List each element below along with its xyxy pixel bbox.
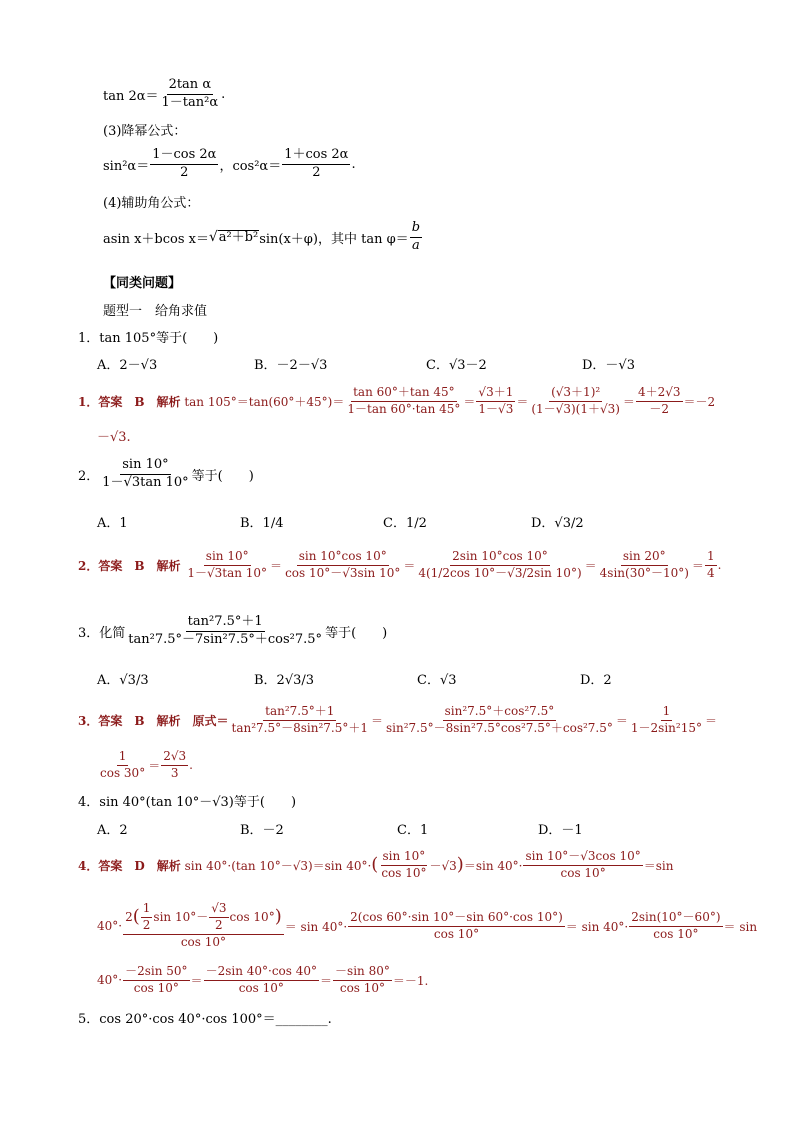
q4-option-b: B．－2 bbox=[240, 823, 284, 838]
question-5: 5． cos 20°·cos 40°·cos 100°＝________. bbox=[78, 1011, 332, 1027]
q3-option-a: A．√3/3 bbox=[97, 673, 149, 688]
heading-auxiliary-angle: (4)辅助角公式： bbox=[103, 195, 200, 211]
q4-option-c: C．1 bbox=[397, 823, 429, 838]
q2-option-d: D．√3/2 bbox=[531, 516, 584, 531]
power-reduction-formula: sin²α＝ 1－cos 2α 2 ，cos²α＝ 1＋cos 2α 2 . bbox=[103, 146, 356, 180]
q4-option-d: D．－1 bbox=[538, 823, 583, 838]
q3-option-c: C．√3 bbox=[417, 673, 457, 688]
q4-option-a: A．2 bbox=[97, 823, 128, 838]
q3-option-d: D．2 bbox=[580, 673, 612, 688]
heading-power-reduction: (3)降幂公式： bbox=[103, 123, 187, 139]
q3-answer: 3．答案 B 解析 原式＝ tan²7.5°＋1 tan²7.5°－8sin²7.5°＋1 ＝ sin²7.5°＋cos²7.5° sin²7.5°－8sin²7.5°cos²7.5°＋cos²7.5° ＝ 1 1－2sin²15° ＝ bbox=[78, 703, 717, 735]
tan-double-angle-formula: tan 2α＝ 2tan α 1－tan²α . bbox=[103, 76, 226, 110]
question-2: 2． sin 10° 1－√3tan 10° 等于( ) bbox=[78, 456, 254, 490]
q1-option-d: D．－√3 bbox=[582, 358, 635, 373]
q4-answer-line2: 40°· 2 ( 1 2 sin 10°－ √3 2 cos 10° ) cos 10° ＝ sin 40°· 2(cos 60°·sin 10°－sin 60°·cos 10°) cos 10° ＝ sin 40°· 2sin(10°－60°) cos 10° ＝ sin bbox=[97, 901, 758, 949]
section-title: 【同类问题】 bbox=[103, 275, 182, 291]
sqrt: √ a²＋b² bbox=[208, 229, 259, 245]
question-4: 4． sin 40°(tan 10°－√3)等于( ) bbox=[78, 794, 297, 810]
q3-option-b: B．2√3/3 bbox=[254, 673, 315, 688]
q1-answer-tail: －√3. bbox=[97, 429, 131, 445]
q1-option-c: C．√3－2 bbox=[426, 358, 487, 373]
q1-option-b: B．－2－√3 bbox=[254, 358, 328, 373]
question-1: 1． tan 105°等于( ) bbox=[78, 330, 219, 346]
q3-answer-tail: 1 cos 30° ＝ 2√3 3 . bbox=[100, 748, 193, 780]
fraction: 2tan α 1－tan²α bbox=[161, 76, 219, 110]
question-3: 3． 化简 tan²7.5°＋1 tan²7.5°－7sin²7.5°＋cos²7.5° 等于( ) bbox=[78, 613, 388, 647]
q4-answer: 4．答案 D 解析 sin 40°·(tan 10°－√3)＝sin 40°· ( sin 10° cos 10° －√3 ) ＝sin 40°· sin 10°－√3cos 10° cos 10° ＝sin bbox=[78, 848, 674, 880]
q4-answer-line3: 40°· －2sin 50° cos 10° ＝ －2sin 40°·cos 40° cos 10° ＝ －sin 80° cos 10° ＝－1. bbox=[97, 963, 429, 995]
q2-answer: 2．答案 B 解析 sin 10° 1－√3tan 10° ＝ sin 10°cos 10° cos 10°－√3sin 10° ＝ 2sin 10°cos 10° 4(1/2cos 10°－√3/2sin 10°) ＝ sin 20° 4sin(30°－10°) ＝ 1 4 . bbox=[78, 548, 722, 580]
q1-answer: 1．答案 B 解析 tan 105°＝tan(60°＋45°)＝ tan 60°＋tan 45° 1－tan 60°·tan 45° ＝ √3＋1 1－√3 ＝ (√3＋1)² (1－√3)(1＋√3) ＝ 4＋2√3 －2 ＝－2 bbox=[78, 384, 716, 416]
q2-option-c: C．1/2 bbox=[383, 516, 427, 531]
auxiliary-angle-formula: asin x＋bcos x＝ √ a²＋b² sin(x＋φ)，其中 tan φ＝ b a bbox=[103, 219, 421, 253]
q2-option-a: A．1 bbox=[97, 516, 128, 531]
q1-option-a: A．2－√3 bbox=[97, 358, 158, 373]
q2-option-b: B．1/4 bbox=[240, 516, 284, 531]
section-subtitle: 题型一 给角求值 bbox=[103, 303, 208, 319]
